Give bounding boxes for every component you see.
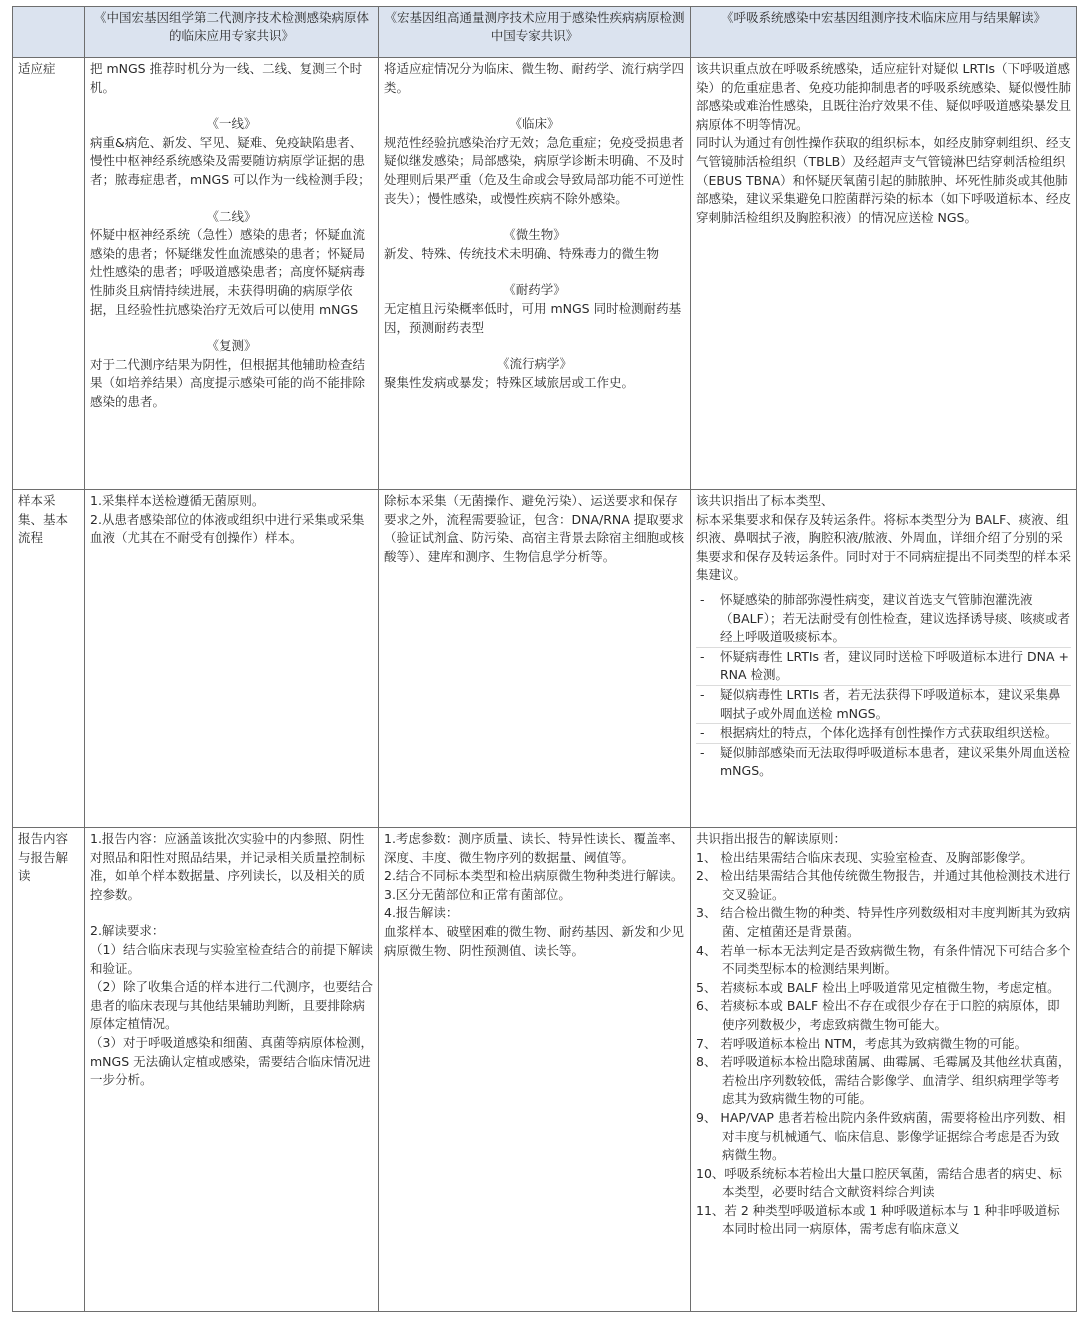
report-param-item-3: 3.区分无菌部位和正常有菌部位。 <box>384 886 571 902</box>
microbe-title: 《微生物》 <box>503 227 566 243</box>
row-indication <box>13 58 1077 490</box>
list-item: - 疑似病毒性 LRTIs 者，若无法获得下呼吸道标本，建议采集鼻咽拭子或外周血送检 mNGS。 <box>696 685 1071 723</box>
consensus-comparison-table <box>12 6 1077 1312</box>
principle-item: 10、呼吸系统标本若检出大量口腔厌氧菌，需结合患者的病史、标本类型，必要时结合文献资料综合判读 <box>696 1165 1062 1200</box>
cell-sampling-consensus-1 <box>85 490 379 828</box>
row-sampling <box>13 490 1077 828</box>
cell-sampling-consensus-3 <box>691 490 1077 828</box>
clinical-title: 《临床》 <box>509 116 560 132</box>
sampling-recommendations-list <box>696 591 1071 781</box>
cell-sampling-consensus-2 <box>379 490 691 828</box>
sample-types-text: 标本采集要求和保存及转运条件。将标本类型分为 BALF、痰液、组织液、鼻咽拭子液，胸腔积液/脓液、外周血，详细介绍了分别的采集要求和保存及转运条件。同时对于不同病症提出不同类型的样本采集建议。 <box>696 511 1072 583</box>
cell-report-consensus-1 <box>85 828 379 1312</box>
principle-item: 9、 HAP/VAP 患者若检出院内条件致病菌，需要将检出序列数、相对丰度与机械通气、临床信息、影像学证据综合考虑是否为致病微生物。 <box>696 1109 1066 1163</box>
sample-types-intro: 该共识指出了标本类型、 <box>696 493 834 508</box>
interpretation-sub-1: （1）结合临床表现与实验室检查结合的前提下解读和验证。 <box>90 941 373 976</box>
sampling-item-1: 1.采集样本送检遵循无菌原则。 <box>90 493 265 508</box>
cell-report-consensus-2 <box>379 828 691 1312</box>
first-line-title: 《一线》 <box>206 116 257 132</box>
report-content-item: 1.报告内容：应涵盖该批次实验中的内参照、阴性对照品和阳性对照品结果，并记录相关质量控制标准，如单个样本数据量、序列读长，以及相关的质控参数。 <box>90 831 366 902</box>
sampling-workflow-text: 除标本采集（无菌操作、避免污染）、运送要求和保存要求之外，流程需要验证，包含：DNA/RNA 提取要求（验证试剂盒、防污染、高宿主背景去除宿主细胞或核酸等）、建库和测序、生物信息学分析等。 <box>384 493 685 564</box>
indication-categories-intro: 将适应症情况分为临床、微生物、耐药学、流行病学四类。 <box>384 61 685 95</box>
row-label-indication: 适应症 <box>13 58 85 490</box>
report-param-item-2: 2.结合不同标本类型和检出病原微生物种类进行解读。 <box>384 868 684 884</box>
header-corner <box>13 7 85 58</box>
sampling-item-2: 2.从患者感染部位的体液或组织中进行采集或采集血液（尤其在不耐受有创操作）样本。 <box>90 511 365 546</box>
principle-item: 5、 若痰标本或 BALF 检出上呼吸道常见定植微生物，考虑定植。 <box>696 979 1060 995</box>
cell-indication-consensus-3 <box>691 58 1077 490</box>
report-param-item-1: 1.考虑参数：测序质量、读长、特异性读长、覆盖率、深度、丰度、微生物序列的数据量、阈值等。 <box>384 831 684 865</box>
principle-item: 8、 若呼吸道标本检出隐球菌属、曲霉属、毛霉属及其他丝状真菌，若检出序列数较低，需结合影像学、血清学、组织病理学等考虑其为致病微生物的可能。 <box>696 1054 1071 1107</box>
epidemiology-title: 《流行病学》 <box>496 356 572 372</box>
epidemiology-text: 聚集性发病或暴发；特殊区域旅居或工作史。 <box>384 374 635 390</box>
list-item: - 怀疑病毒性 LRTIs 者，建议同时送检下呼吸道标本进行 DNA + RNA 检测。 <box>696 647 1071 685</box>
principle-item: 3、 结合检出微生物的种类、特异性序列数级相对丰度判断其为致病菌、定植菌还是背景菌。 <box>696 905 1071 939</box>
row-label-sampling: 样本采集、基本流程 <box>13 490 85 828</box>
clinical-text: 规范性经验抗感染治疗无效；急危重症；免疫受损患者疑似继发感染；局部感染，病原学诊断未明确、不及时处理则后果严重（危及生命或会导致局部功能不可逆性丧失）；慢性感染，或慢性疾病不除外感染。 <box>384 134 685 206</box>
row-label-report: 报告内容与报告解读 <box>13 828 85 1312</box>
second-line-text: 怀疑中枢神经系统（急性）感染的患者；怀疑血流感染的患者；怀疑继发性血流感染的患者；怀疑局灶性感染的患者；呼吸道感染患者；高度怀疑病毒性肺炎且病情持续进展，未获得明确的病原学依据，且经验性抗感染治疗无效后可以使用 mNGS <box>90 227 366 317</box>
report-param-item-4-text: 血浆样本、破壁困难的微生物、耐药基因、新发和少见病原微生物、阴性预测值、读长等。 <box>384 923 685 958</box>
retest-text: 对于二代测序结果为阴性，但根据其他辅助检查结果（如培养结果）高度提示感染可能的尚不能排除感染的患者。 <box>90 356 366 409</box>
cell-indication-consensus-2 <box>379 58 691 490</box>
cell-indication-consensus-1 <box>85 58 379 490</box>
header-consensus-3: 《呼吸系统感染中宏基因组测序技术临床应用与结果解读》 <box>691 7 1077 58</box>
respiratory-indication-text: 该共识重点放在呼吸系统感染，适应症针对疑似 LRTIs（下呼吸道感染）的危重症患者、免疫功能抑制患者的呼吸系统感染、疑似慢性肺部感染或难治性感染，且既往治疗效果不佳、疑似呼吸道感染暴发且病原体不明等情况。 <box>696 61 1072 132</box>
interpretation-sub-3: （3）对于呼吸道感染和细菌、真菌等病原体检测，mNGS 无法确认定植或感染，需要结合临床情况进一步分析。 <box>90 1034 373 1088</box>
principle-item: 6、 若痰标本或 BALF 检出不存在或很少存在于口腔的病原体，即使序列数极少，考虑致病微生物可能大。 <box>696 998 1060 1032</box>
first-line-text: 病重&病危、新发、罕见、疑难、免疫缺陷患者、慢性中枢神经系统感染及需要随访病原学证据的患者；脓毒症患者，mNGS 可以作为一线检测手段； <box>90 134 371 187</box>
principle-item: 1、 检出结果需结合临床表现、实验室检查、及胸部影像学。 <box>696 849 1033 865</box>
list-item: - 怀疑感染的肺部弥漫性病变，建议首选支气管肺泡灌洗液（BALF）；若无法耐受有创性检查，建议选择诱导痰、咳痰或者经上呼吸道吸痰标本。 <box>696 591 1071 647</box>
resistance-text: 无定植且污染概率低时，可用 mNGS 同时检测耐药基因，预测耐药表型 <box>384 300 682 335</box>
principle-item: 7、 若呼吸道标本检出 NTM，考虑其为致病微生物的可能。 <box>696 1035 1028 1051</box>
principle-item: 2、 检出结果需结合其他传统微生物报告，并通过其他检测技术进行交叉验证。 <box>696 868 1071 902</box>
interpretation-sub-2: （2）除了收集合适的样本进行二代测序，也要结合患者的临床表现与其他结果辅助判断，且要排除病原体定植情况。 <box>90 979 373 1032</box>
header-row <box>13 7 1077 58</box>
second-line-title: 《二线》 <box>206 208 257 224</box>
list-item: - 疑似肺部感染而无法取得呼吸道标本患者，建议采集外周血送检 mNGS。 <box>696 743 1071 781</box>
principle-item: 4、 若单一标本无法判定是否致病微生物，有条件情况下可结合多个不同类型标本的检测结果判断。 <box>696 942 1071 977</box>
list-item: - 根据病灶的特点，个体化选择有创性操作方式获取组织送检。 <box>696 723 1071 743</box>
indication-intro: 把 mNGS 推荐时机分为一线、二线、复测三个时机。 <box>90 61 363 95</box>
interpretation-requirements-title: 2.解读要求： <box>90 923 165 939</box>
header-consensus-2: 《宏基因组高通量测序技术应用于感染性疾病病原检测中国专家共识》 <box>379 7 691 58</box>
row-report <box>13 828 1077 1312</box>
invasive-sample-text: 同时认为通过有创性操作获取的组织标本，如经皮肺穿刺组织、经支气管镜肺活检组织（TBLB）及经超声支气管镜淋巴结穿刺活检组织（EBUS TBNA）和怀疑厌氧菌引起的肺脓肿、坏死性肺炎或其他肺部感染，建议采集避免口腔菌群污染的标本（如下呼吸道标本、经皮穿刺肺活检组织及胸腔积液）的情况应送检 NGS。 <box>696 135 1072 225</box>
resistance-title: 《耐药学》 <box>503 282 566 298</box>
principle-item: 11、若 2 种类型呼吸道标本或 1 种呼吸道标本与 1 种非呼吸道标本同时检出同一病原体，需考虑有临床意义 <box>696 1202 1060 1237</box>
cell-report-consensus-3 <box>691 828 1077 1312</box>
microbe-text: 新发、特殊、传统技术未明确、特殊毒力的微生物 <box>384 245 660 261</box>
header-consensus-1: 《中国宏基因组学第二代测序技术检测感染病原体的临床应用专家共识》 <box>85 7 379 58</box>
interpretation-principles-intro: 共识指出报告的解读原则： <box>696 831 847 846</box>
retest-title: 《复测》 <box>206 338 257 354</box>
report-param-item-4: 4.报告解读： <box>384 905 459 921</box>
